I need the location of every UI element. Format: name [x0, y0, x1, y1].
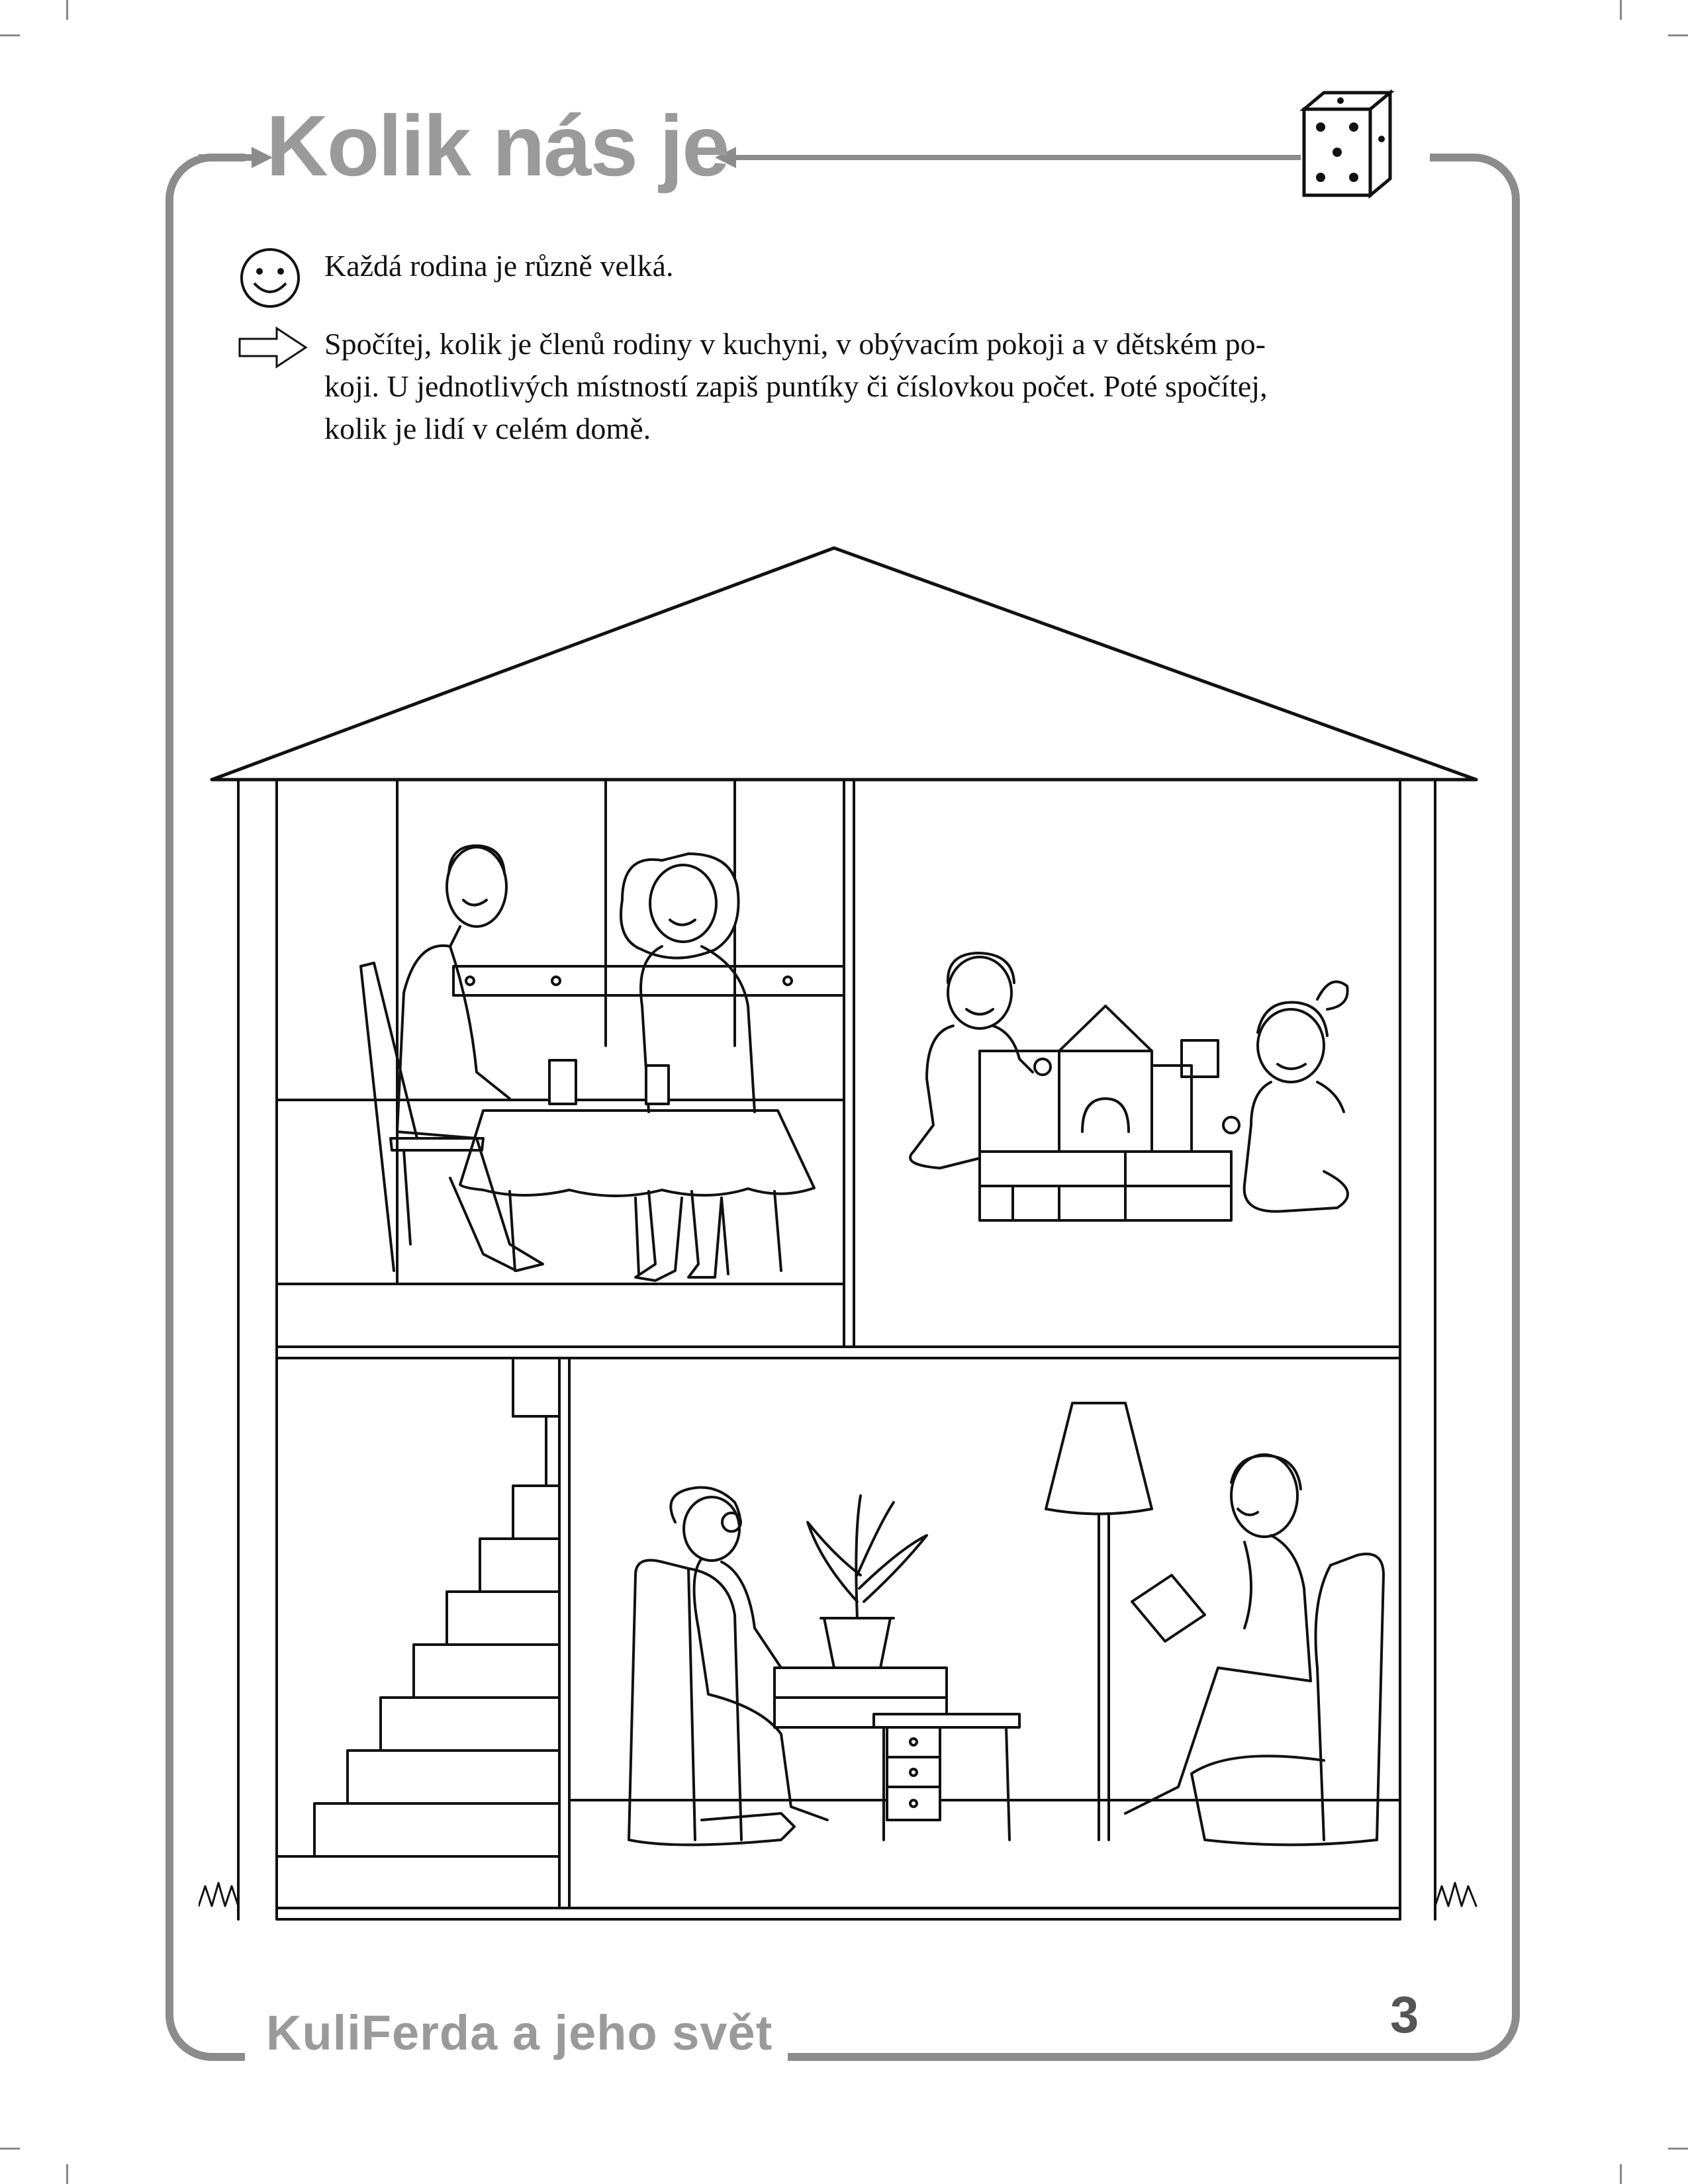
plant	[808, 1496, 927, 1668]
page-title: Kolik nás je	[266, 97, 729, 194]
intro-text: Každá rodina je různě velká.	[324, 249, 674, 283]
arrow-right-icon	[237, 324, 310, 371]
person-grandfather	[1125, 1455, 1311, 1813]
toy-castle	[980, 1006, 1231, 1220]
smiley-face-icon	[237, 245, 303, 311]
crop-mark	[1668, 34, 1688, 36]
crop-mark	[66, 2164, 68, 2184]
kitchen-cabinets	[277, 780, 844, 1284]
person-girl	[1223, 981, 1348, 1211]
crop-mark	[1620, 2164, 1622, 2184]
task-line: Spočítej, kolik je členů rodiny v kuchyni, v obývacím pokoji a v dětském po-	[324, 327, 1266, 361]
crop-mark	[1668, 2148, 1688, 2150]
page-number: 3	[1390, 1985, 1419, 2044]
staircase	[277, 1358, 559, 1908]
crop-mark	[0, 2148, 20, 2150]
task-text	[324, 323, 1450, 450]
dresser	[774, 1668, 947, 1820]
chair-left	[361, 963, 483, 1271]
dice-icon	[1291, 89, 1417, 202]
task-line: koji. U jednotlivých místností zapiš puntíky či číslovkou počet. Poté spočítej,	[324, 369, 1268, 403]
house-illustration	[199, 543, 1496, 1959]
person-father	[397, 846, 576, 1271]
crop-mark	[0, 34, 20, 36]
floor-lamp	[1046, 1403, 1152, 1840]
crop-mark	[66, 0, 68, 20]
footer-series-title: KuliFerda a jeho svět	[266, 2005, 773, 2060]
person-mother	[621, 854, 755, 1281]
crop-mark	[1620, 0, 1622, 20]
grass	[199, 1883, 1476, 1906]
task-line: kolik je lidí v celém domě.	[324, 412, 651, 445]
house-roof	[212, 548, 1476, 780]
armchair-left	[629, 1561, 794, 1845]
